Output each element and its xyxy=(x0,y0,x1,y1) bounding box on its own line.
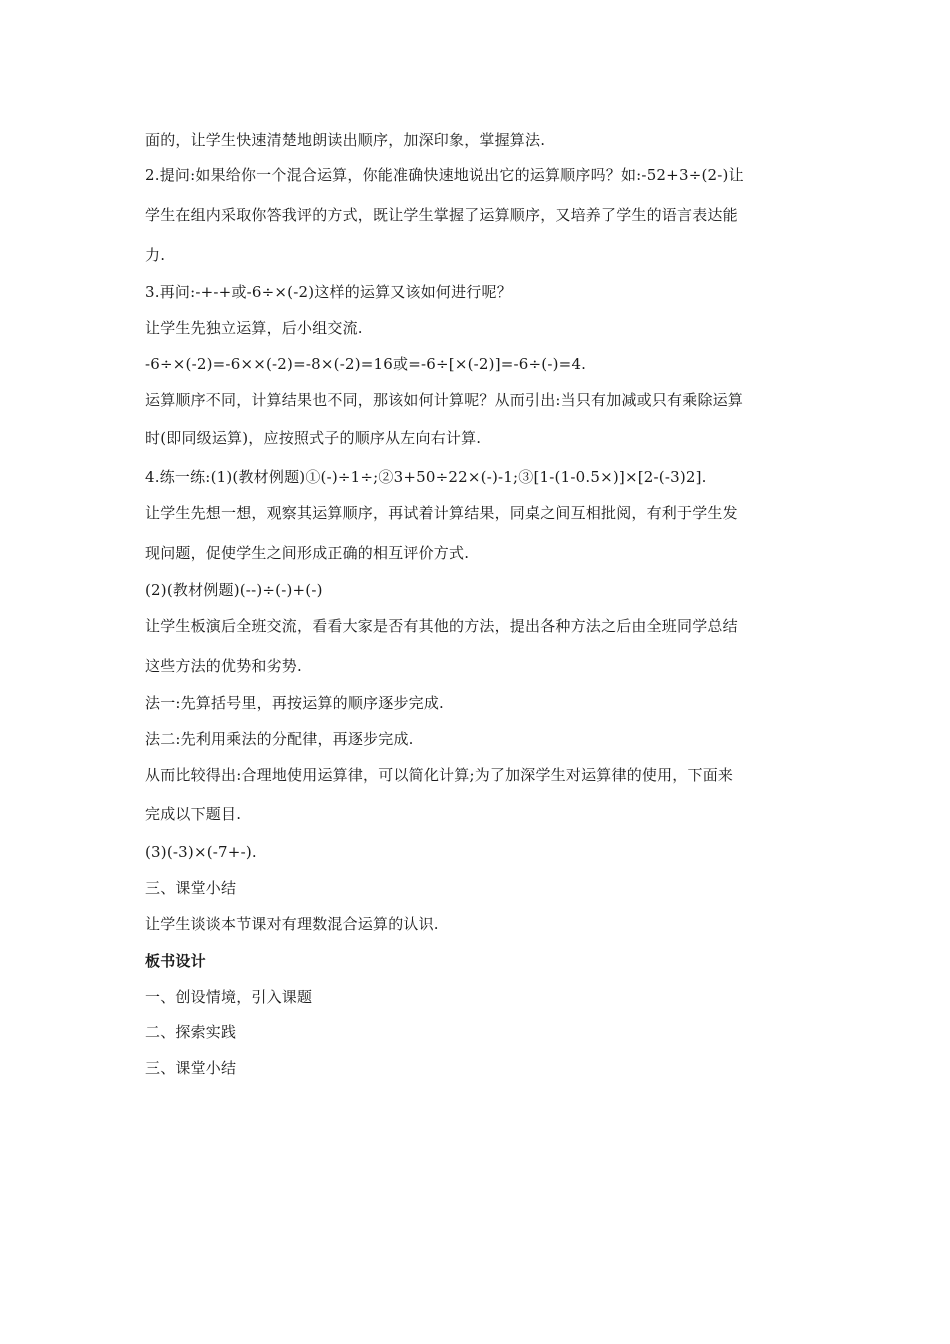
calculation-line: -6÷×(-2)=-6××(-2)=-8×(-2)=16或=-6÷[×(-2)]=-6÷(-)=4. xyxy=(145,355,587,373)
board-design-heading: 板书设计 xyxy=(145,952,206,970)
paragraph-line: 完成以下题目. xyxy=(145,805,242,823)
paragraph-line: 学生在组内采取你答我评的方式，既让学生掌握了运算顺序，又培养了学生的语言表达能 xyxy=(145,206,738,224)
paragraph-line: 让学生谈谈本节课对有理数混合运算的认识. xyxy=(145,915,439,933)
paragraph-line: 让学生板演后全班交流，看看大家是否有其他的方法，提出各种方法之后由全班同学总结 xyxy=(145,617,738,635)
board-item: 一、创设情境，引入课题 xyxy=(145,988,313,1006)
paragraph-line: 运算顺序不同，计算结果也不同，那该如何计算呢？从而引出:当只有加减或只有乘除运算 xyxy=(145,391,744,409)
paragraph-line: 这些方法的优势和劣势. xyxy=(145,657,302,675)
example-3-line: (3)(-3)×(-7+-). xyxy=(145,843,257,861)
board-item: 二、探索实践 xyxy=(145,1023,237,1041)
paragraph-line: 面的，让学生快速清楚地朗读出顺序，加深印象，掌握算法. xyxy=(145,131,546,149)
board-item: 三、课堂小结 xyxy=(145,1059,237,1077)
question-3-line: 3.再问:-+-+或-6÷×(-2)这样的运算又该如何进行呢？ xyxy=(145,283,512,301)
paragraph-line: 从而比较得出:合理地使用运算律，可以简化计算;为了加深学生对运算律的使用，下面来 xyxy=(145,766,734,784)
paragraph-line: 让学生先想一想，观察其运算顺序，再试着计算结果，同桌之间互相批阅，有利于学生发 xyxy=(145,504,738,522)
paragraph-line: 让学生先独立运算，后小组交流. xyxy=(145,319,363,337)
example-2-line: (2)(教材例题)(--)÷(-)+(-) xyxy=(145,581,323,599)
method-2-line: 法二:先利用乘法的分配律，再逐步完成. xyxy=(145,730,414,748)
question-2-line: 2.提问:如果给你一个混合运算，你能准确快速地说出它的运算顺序吗？如:-52+3÷(2-)让 xyxy=(145,166,744,184)
section-heading: 三、课堂小结 xyxy=(145,879,237,897)
paragraph-line: 现问题，促使学生之间形成正确的相互评价方式. xyxy=(145,544,470,562)
exercise-4-line: 4.练一练:(1)(教材例题)①(-)÷1÷;②3+50÷22×(-)-1;③[1-(1-0.5×)]×[2-(-3)2]. xyxy=(145,468,707,486)
method-1-line: 法一:先算括号里，再按运算的顺序逐步完成. xyxy=(145,694,445,712)
paragraph-line: 时(即同级运算)，应按照式子的顺序从左向右计算. xyxy=(145,429,482,447)
paragraph-line: 力. xyxy=(145,246,166,264)
